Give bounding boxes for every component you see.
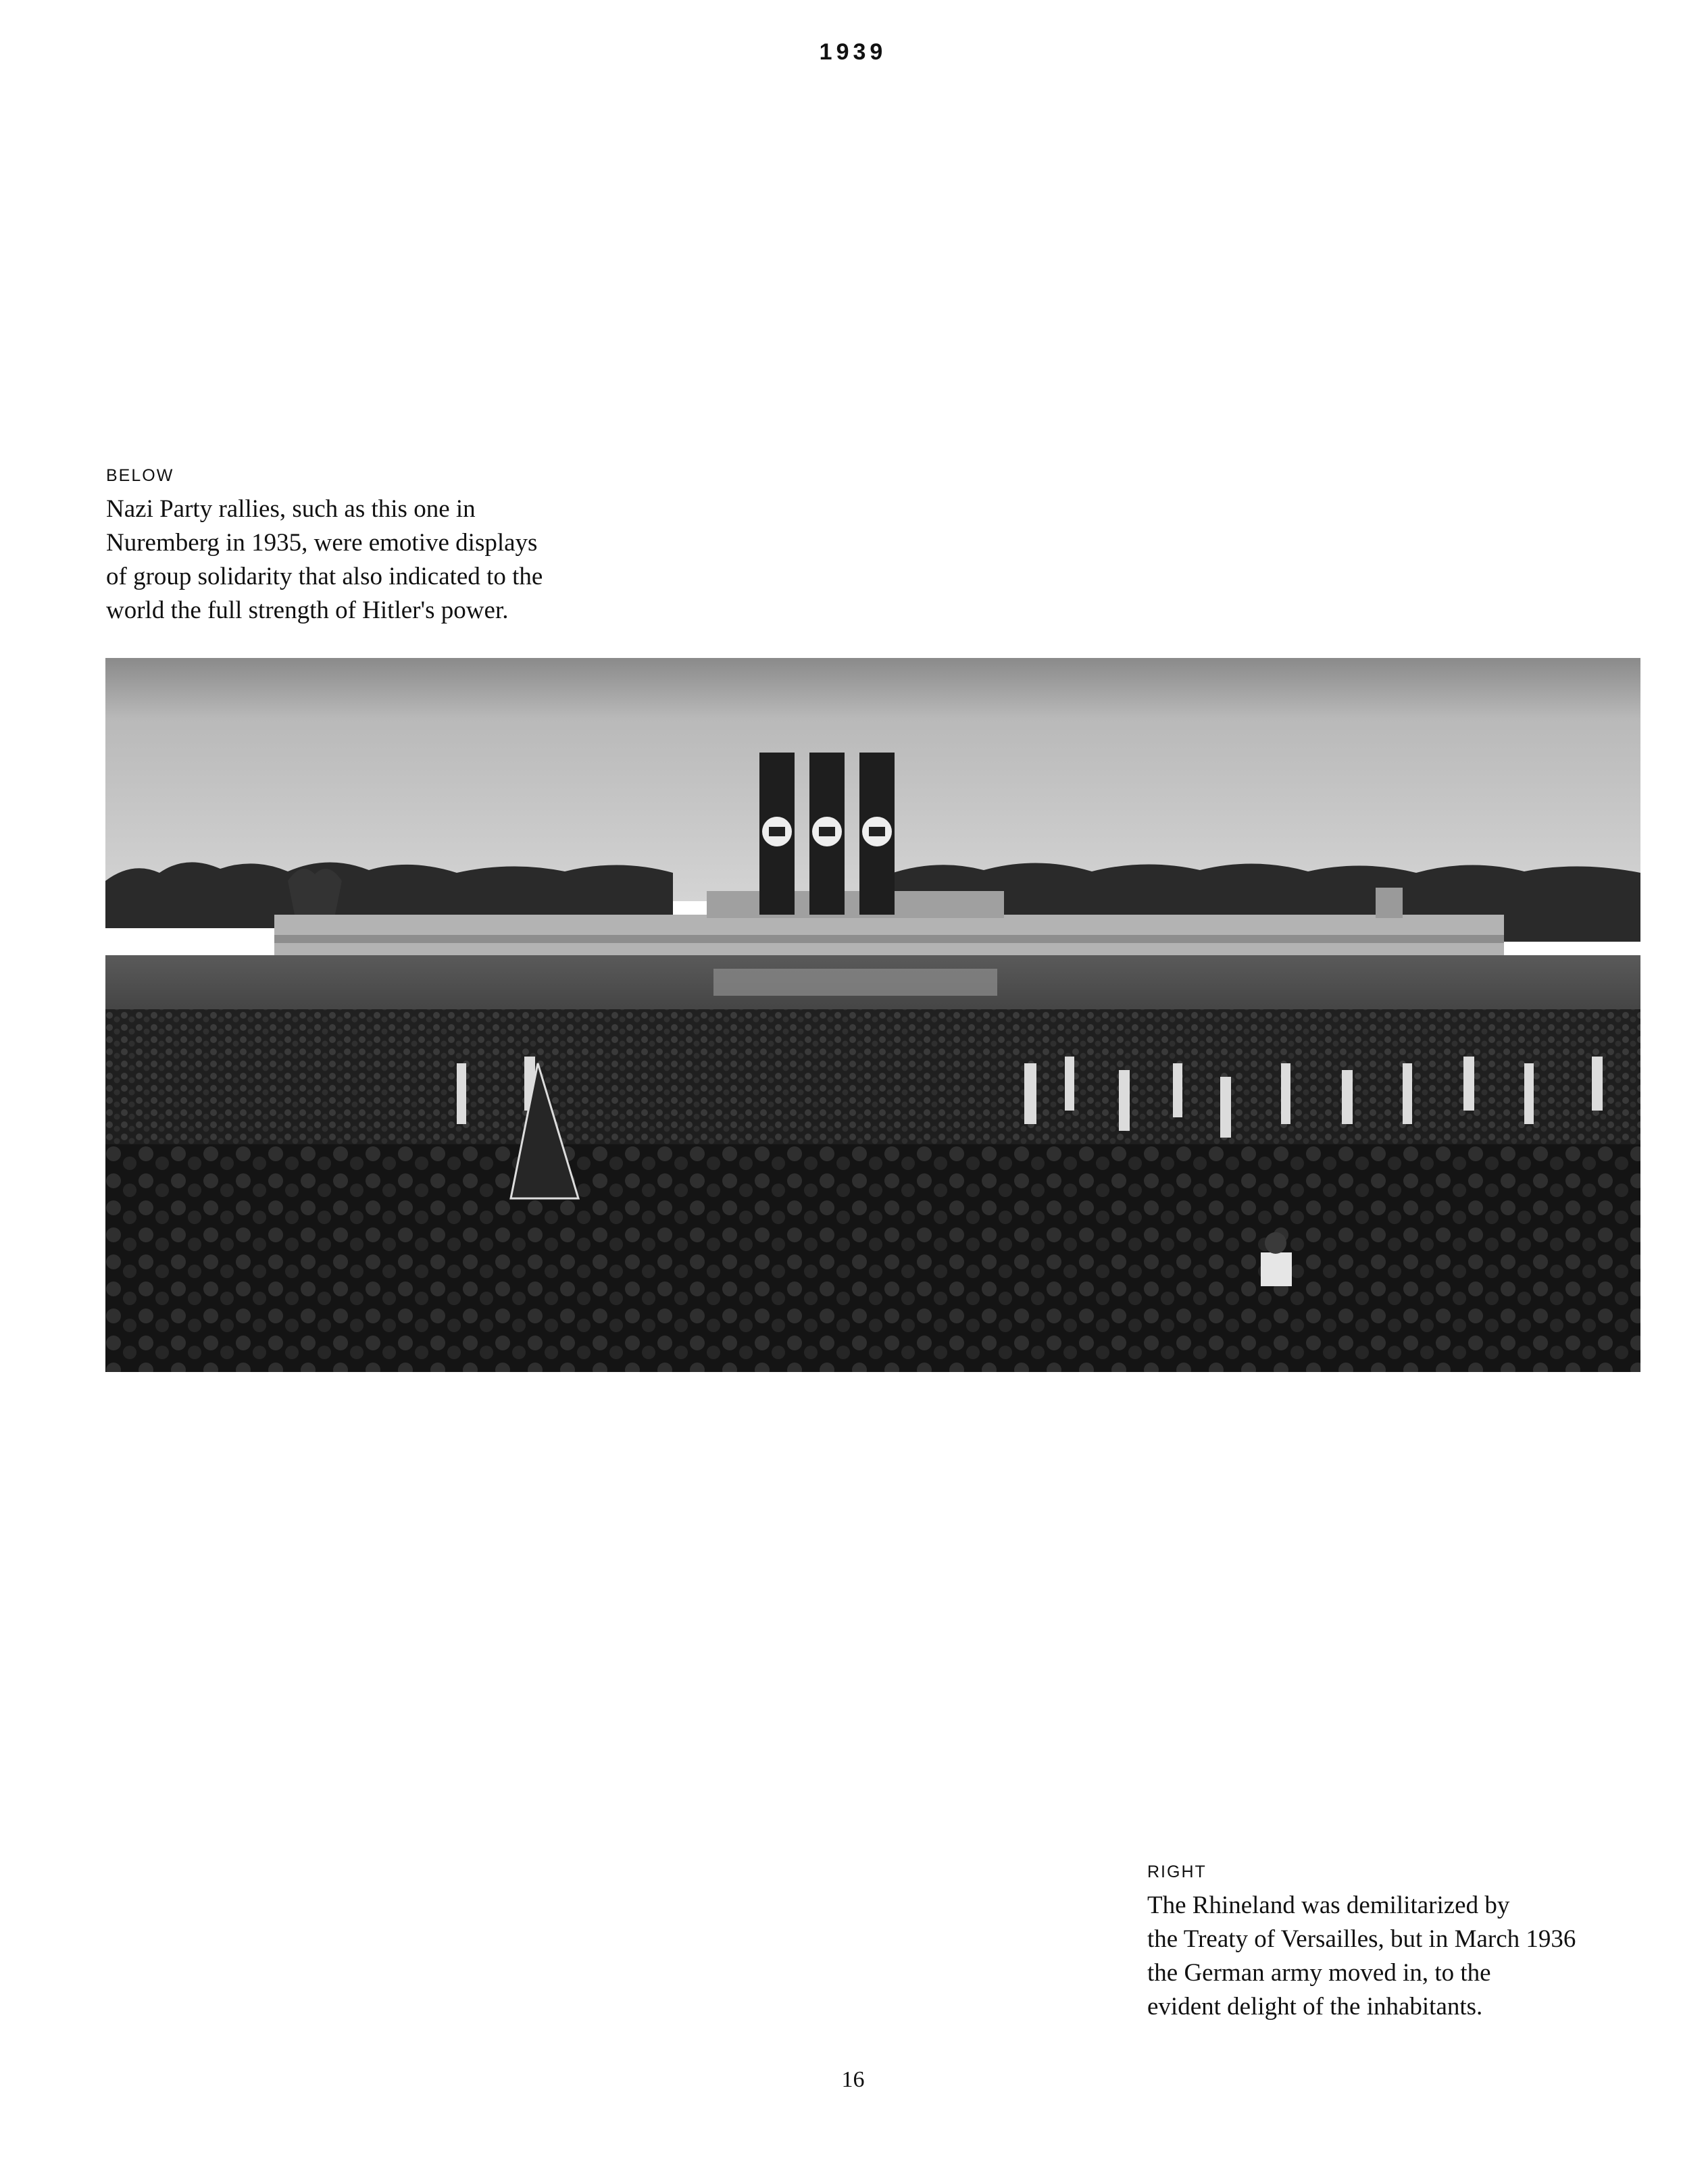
caption-label: RIGHT (1147, 1862, 1207, 1881)
caption-line: the Treaty of Versailles, but in March 1936 (1147, 1925, 1576, 1953)
caption-line: world the full strength of Hitler's power. (106, 596, 509, 624)
foreground-figure (1261, 1252, 1292, 1286)
crowd-near (105, 1144, 1640, 1372)
caption-line: the German army moved in, to the (1147, 1959, 1491, 1987)
caption-line: Nuremberg in 1935, were emotive displays (106, 529, 538, 557)
rally-photo-illustration (105, 658, 1640, 1372)
caption-label: BELOW (106, 466, 174, 485)
page-number: 16 (841, 2067, 865, 2092)
caption-line: Nazi Party rallies, such as this one in (106, 495, 476, 523)
tribune-center (707, 891, 1004, 918)
caption-line: of group solidarity that also indicated to the (106, 563, 543, 590)
rally-photograph (105, 658, 1640, 1372)
eagle-statue (288, 869, 342, 915)
running-head: 1939 (819, 39, 887, 65)
tower (1376, 888, 1403, 918)
caption-line: evident delight of the inhabitants. (1147, 1993, 1483, 2021)
caption-line: The Rhineland was demilitarized by (1147, 1891, 1510, 1919)
swastika-banners (759, 753, 895, 915)
caption-below (106, 466, 543, 628)
caption-right (1147, 1862, 1576, 2024)
